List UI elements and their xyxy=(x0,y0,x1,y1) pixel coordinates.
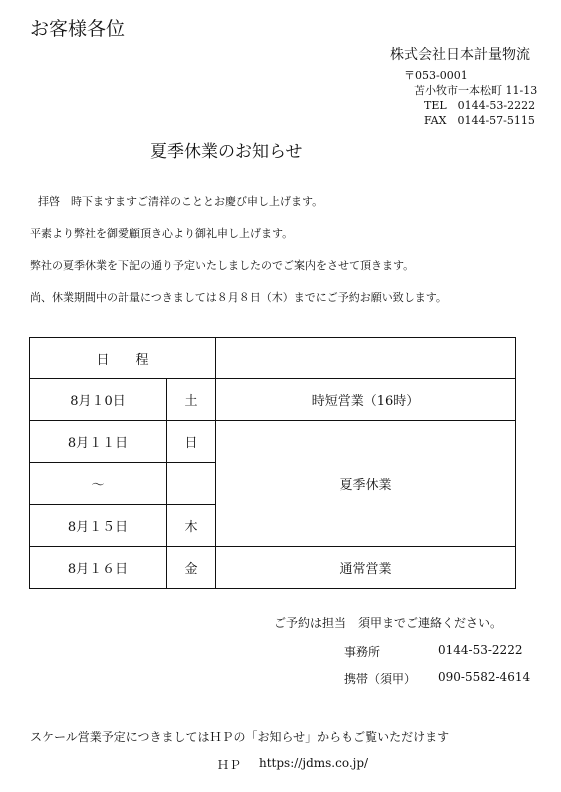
street-address: 苫小牧市一本松町 11-13 xyxy=(414,84,538,97)
date-cell: 8月１６日 xyxy=(67,562,129,577)
schedule-header: 日 程 xyxy=(96,352,149,368)
date-cell: 8月１５日 xyxy=(67,520,129,535)
weekday-cell: 日 xyxy=(184,436,198,451)
homepage-label: ＨＰ xyxy=(217,758,242,772)
date-cell: 8月１１日 xyxy=(67,436,129,451)
weekday-cell: 土 xyxy=(184,394,198,409)
weekday-cell xyxy=(167,463,215,504)
body-line: 弊社の夏季休業を下記の通り予定いたしましたのでご案内をさせて頂きます。 xyxy=(30,259,415,272)
telephone: TEL 0144-53-2222 xyxy=(424,99,536,112)
range-separator: ～ xyxy=(91,478,105,493)
body-line: 拝啓 時下ますますご清祥のこととお慶び申し上げます。 xyxy=(38,195,324,208)
company-name: 株式会社日本計量物流 xyxy=(390,47,530,63)
merged-status-cell: 夏季休業 xyxy=(339,478,392,493)
fax-number: FAX 0144-57-5115 xyxy=(424,114,535,127)
homepage-link[interactable]: https://jdms.co.jp/ xyxy=(259,756,369,770)
office-label: 事務所 xyxy=(344,645,381,659)
weekday-cell: 金 xyxy=(184,562,198,577)
status-cell: 時短営業（16時） xyxy=(311,394,420,409)
date-cell: 8月１0日 xyxy=(70,394,126,409)
recipient-salutation: お客様各位 xyxy=(30,18,126,40)
mobile-phone[interactable]: 090-5582-4614 xyxy=(438,670,531,684)
office-phone[interactable]: 0144-53-2222 xyxy=(438,643,523,657)
page-title: 夏季休業のお知らせ xyxy=(150,142,303,162)
postal-code: 〒053-0001 xyxy=(404,69,468,82)
table-border xyxy=(29,588,516,589)
table-border xyxy=(515,337,516,589)
body-line: 平素より弊社を御愛顧頂き心より御礼申し上げます。 xyxy=(30,227,294,240)
footer-note: スケール営業予定につきましてはＨＰの「お知らせ」からもご覧いただけます xyxy=(30,730,450,744)
body-line: 尚、休業期間中の計量につきましては８月８日（木）までにご予約お願い致します。 xyxy=(30,291,447,304)
weekday-cell: 木 xyxy=(184,520,198,535)
mobile-label: 携帯（須甲） xyxy=(344,672,417,686)
status-cell: 通常営業 xyxy=(339,562,392,577)
contact-intro: ご予約は担当 須甲までご連絡ください。 xyxy=(274,616,503,630)
